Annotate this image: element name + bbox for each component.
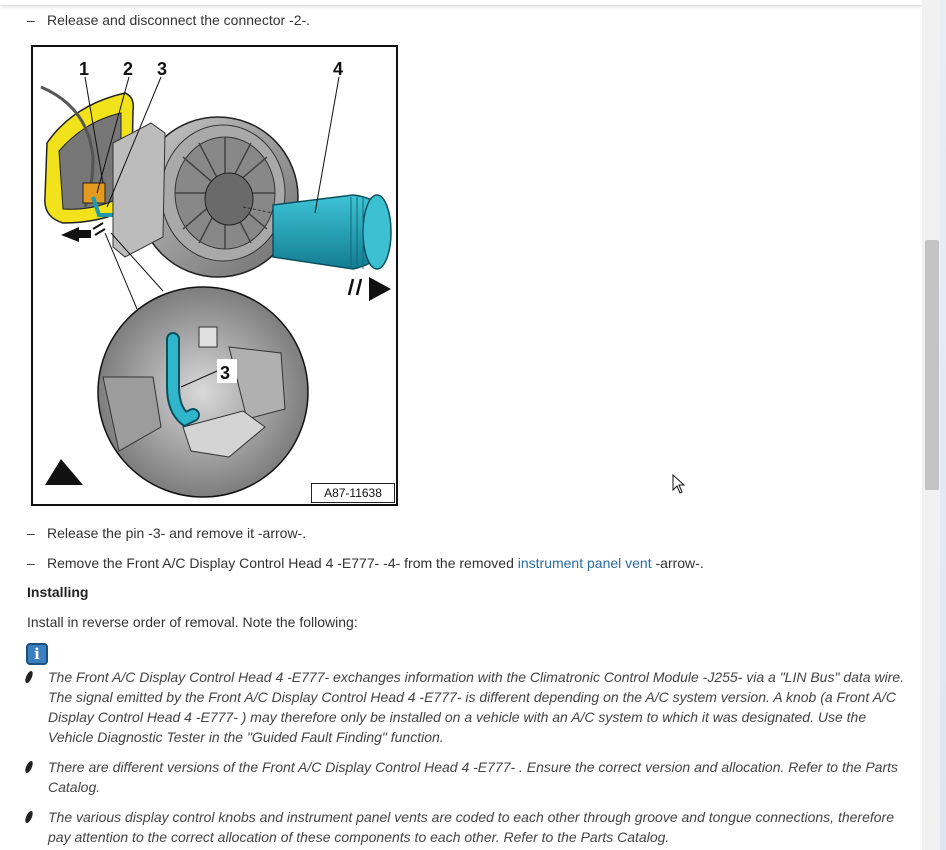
figure-code: A87-11638: [311, 483, 395, 503]
note-text: There are different versions of the Front A/C Display Control Head 4 -E777- . Ensure the correct version and allocation. Refer to the Parts Catalog.: [48, 759, 899, 795]
info-icon: i: [26, 643, 48, 665]
step-release-pin: [27, 523, 306, 543]
list-item: [26, 757, 906, 797]
top-bar: [0, 0, 922, 6]
note-text: The various display control knobs and instrument panel vents are coded to each other through groove and tongue connections, therefore pay attention to the correct allocation of these components to each other. Refer to the Parts Catalog.: [48, 809, 894, 845]
vent-side-frame: [113, 123, 165, 257]
instrument-panel-vent-link[interactable]: instrument panel vent: [517, 555, 652, 571]
mouse-cursor-icon: [672, 474, 686, 494]
bullet-icon: [24, 761, 34, 773]
callout-1: 1: [79, 59, 90, 79]
step-dash: –: [27, 555, 35, 571]
vent-center: [205, 173, 253, 225]
step-text: Release the pin -3- and remove it -arrow-.: [47, 525, 307, 541]
callout-2: 2: [123, 59, 134, 79]
figure-drawing: [33, 47, 396, 504]
arrow-right-icon: [369, 277, 391, 301]
arrow-left-tail: [79, 230, 91, 238]
arrow-left-icon: [61, 227, 79, 242]
step-release-connector: [27, 10, 310, 30]
installing-intro: Install in reverse order of removal. Note the following:: [27, 614, 358, 630]
step-text-suffix: -arrow-.: [651, 555, 704, 571]
step-text-prefix: Remove the Front A/C Display Control Head 4 -E777- -4- from the removed: [47, 555, 518, 571]
step-dash: –: [27, 12, 35, 28]
callout-3: 3: [157, 59, 168, 79]
step-text: Release and disconnect the connector -2-.: [47, 12, 311, 28]
bullet-icon: [24, 811, 34, 823]
scrollbar-thumb[interactable]: [925, 240, 939, 490]
callout-3-detail: 3: [220, 363, 231, 383]
arrow-direction-icon: [45, 459, 83, 485]
figure-illustration: [31, 45, 398, 506]
list-item: [26, 807, 906, 847]
window-edge-strip: [940, 0, 946, 850]
notes-list: [26, 667, 906, 850]
step-dash: –: [27, 525, 35, 541]
list-item: [26, 667, 906, 747]
note-text: The Front A/C Display Control Head 4 -E777- exchanges information with the Climatronic Control Module -J255- via a "LIN Bus" data wire. The signal emitted by the Front A/C Display Control Head 4 -E777- is different depending on the A/C system version. A knob (a Front A/C Display Control Head 4 -E777- ) may therefore only be installed on a vehicle with an A/C system to which it was designated. Use the Vehicle Diagnostic Tester in the "Guided Fault Finding" function.: [48, 669, 905, 745]
bullet-icon: [24, 671, 34, 683]
control-head-knob: [363, 195, 391, 269]
callout-4: 4: [333, 59, 344, 79]
step-remove-head: [27, 553, 704, 573]
installing-heading: Installing: [27, 584, 89, 600]
